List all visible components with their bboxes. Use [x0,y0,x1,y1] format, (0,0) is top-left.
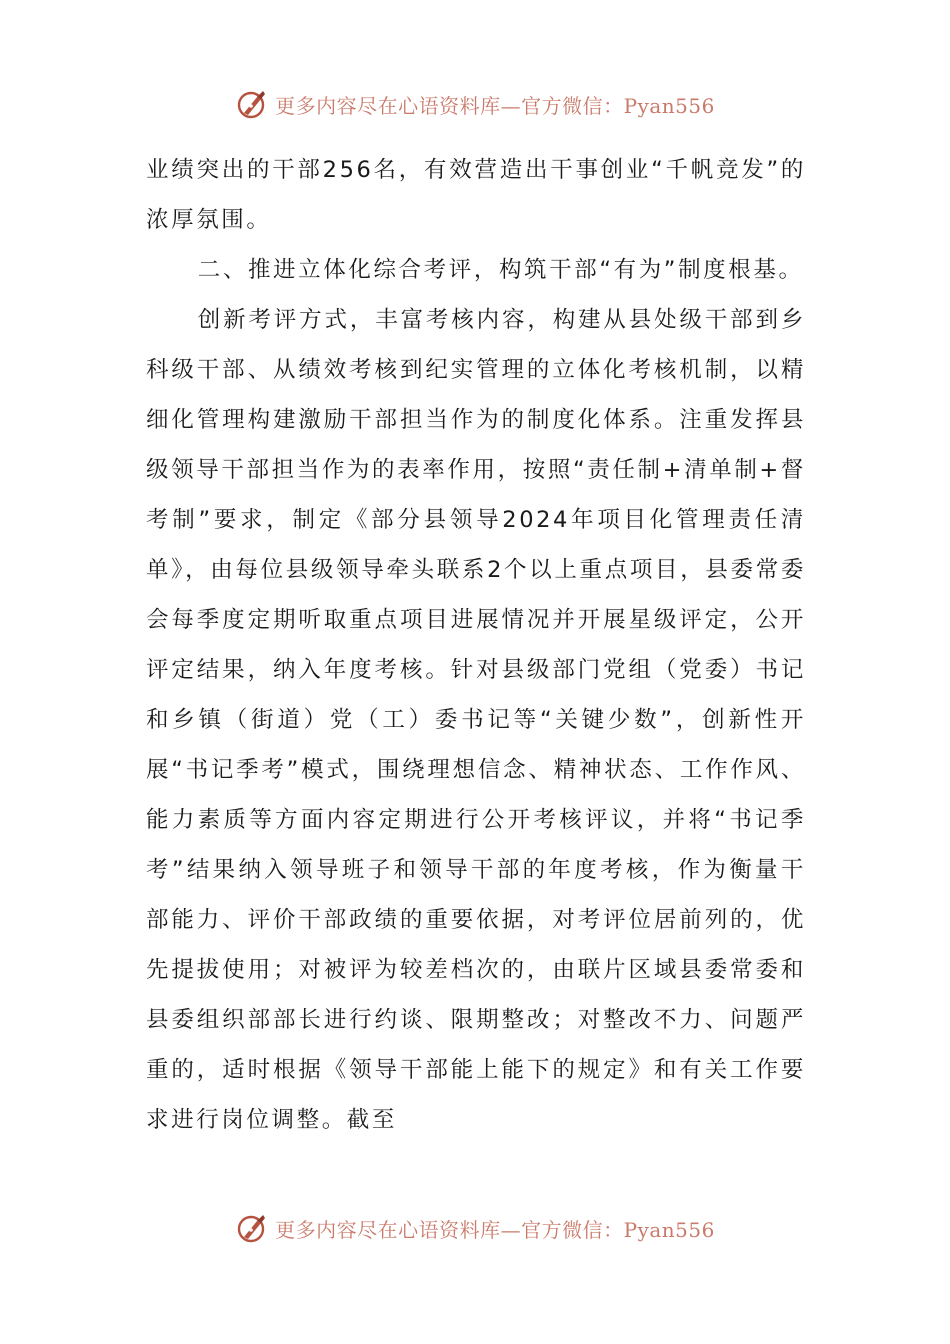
pen-nib-circle-icon [235,1211,269,1245]
watermark-banner-bottom [0,1208,950,1248]
watermark-text: 更多内容尽在心语资料库—官方微信：Pyan556 [275,93,715,118]
watermark-banner-top [0,84,950,124]
section-heading: 二、推进立体化综合考评，构筑干部“有为”制度根基。 [197,257,804,283]
document-body [146,145,806,1145]
paragraph-1: 业绩突出的干部256名，有效营造出干事创业“千帆竞发”的浓厚氛围。 [146,157,806,233]
paragraph-3: 创新考评方式，丰富考核内容，构建从县处级干部到乡科级干部、从绩效考核到纪实管理的立体化考核机制，以精细化管理构建激励干部担当作为的制度化体系。注重发挥县级领导干部担当作为的表率作用，按照“责任制+清单制+督考制”要求，制定《部分县领导2024年项目化管理责任清单》，由每位县级领导牵头联系2个以上重点项目，县委常委会每季度定期听取重点项目进展情况并开展星级评定，公开评定结果，纳入年度考核。针对县级部门党组（党委）书记和乡镇（街道）党（工）委书记等“关键少数”，创新性开展“书记季考”模式，围绕理想信念、精神状态、工作作风、能力素质等方面内容定期进行公开考核评议，并将“书记季考”结果纳入领导班子和领导干部的年度考核，作为衡量干部能力、评价干部政绩的重要依据，对考评位居前列的，优先提拔使用；对被评为较差档次的，由联片区域县委常委和县委组织部部长进行约谈、限期整改；对整改不力、问题严重的，适时根据《领导干部能上能下的规定》和有关工作要求进行岗位调整。截至 [146,307,806,1133]
pen-nib-circle-icon [235,87,269,121]
watermark-text: 更多内容尽在心语资料库—官方微信：Pyan556 [275,1217,715,1242]
